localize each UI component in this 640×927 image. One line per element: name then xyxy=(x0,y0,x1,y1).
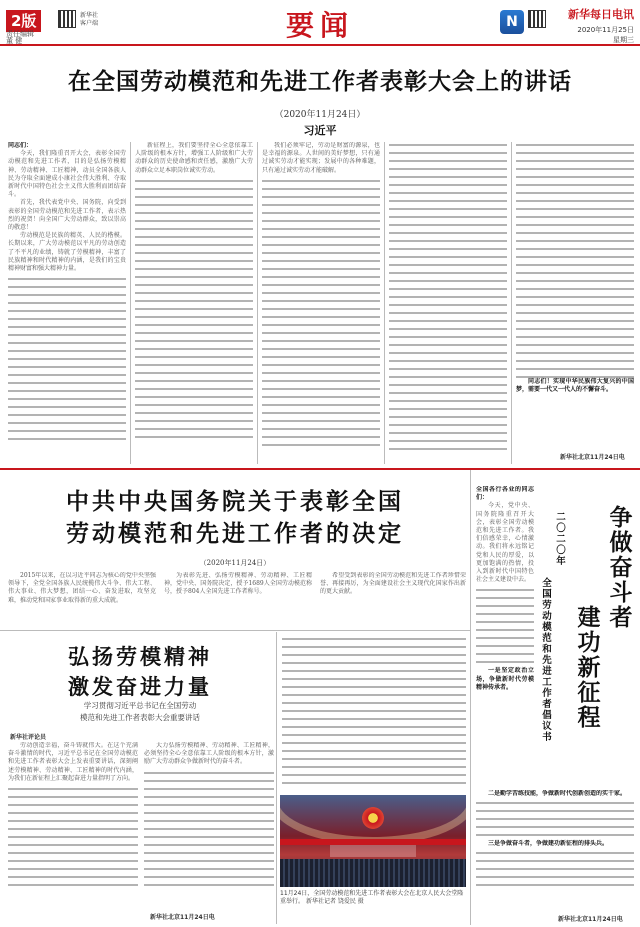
speech-paragraph: 新征程上，我们要坚持全心全意依靠工人阶级的根本方针，增强工人阶级和广大劳动群众的历史使命感和责任感，激励广大劳动群众立足本职岗位诚实劳动。 xyxy=(135,142,253,174)
editor-credit xyxy=(6,31,34,45)
news-logo-letter: N xyxy=(506,14,518,30)
speech-source: 新华社北京11月24日电 xyxy=(560,454,625,461)
qr-code-icon xyxy=(528,10,546,28)
decision-continued xyxy=(282,636,466,790)
text-filler xyxy=(262,178,380,448)
speech-closing: 同志们！实现中华民族伟大复兴的中国梦，需要一代又一代人的不懈奋斗。 xyxy=(516,378,634,394)
section-rule xyxy=(0,468,640,470)
photo-caption xyxy=(280,890,466,906)
text-filler xyxy=(135,178,253,438)
newspaper-brand: 新华每日电讯 xyxy=(568,8,634,21)
text-filler xyxy=(389,142,507,454)
qr-caption xyxy=(80,12,98,28)
text-filler xyxy=(476,850,634,886)
speech-author: 习近平 xyxy=(303,124,337,137)
issue-weekday: 星期三 xyxy=(613,36,634,44)
speech-column-5 xyxy=(516,142,634,442)
headline-decision xyxy=(0,486,470,550)
column-divider xyxy=(511,142,512,464)
editor-label: 责任编辑 xyxy=(6,30,34,38)
speech-salutation: 同志们： xyxy=(8,142,33,149)
initiative-column-1 xyxy=(476,486,534,786)
initiative-point: 二是勤学苦练技能，争做新时代创新创造的实干家。 xyxy=(488,790,627,797)
national-emblem-icon xyxy=(362,807,384,829)
initiative-point: 三是争做奋斗者，争做建功新征程的排头兵。 xyxy=(488,840,609,848)
initiative-year: 二〇二〇年 xyxy=(556,512,566,567)
speech-column-1 xyxy=(8,142,126,464)
qr-code-icon xyxy=(58,10,76,28)
decision-paragraph: 2015年以来，在以习近平同志为核心的党中央坚强领导下，全党全国各族人民统揽伟大斗争、伟大工程、伟大事业、伟大梦想，团结一心、奋发进取，攻坚克难，推动党和国家事业取得新的重大成就。 xyxy=(8,572,156,604)
masthead xyxy=(0,0,640,46)
speech-column-2 xyxy=(135,142,253,464)
initiative-paragraph: 今天，党中央、国务院隆重召开大会，表彰全国劳动模范和先进工作者。我们倍感荣幸，心情激动。我们将永远铭记党和人民的厚爱，以更加饱满的热情，投入到新时代中国特色社会主义建设中去。 xyxy=(476,502,534,584)
page-number-badge: 2版 xyxy=(6,10,41,32)
speech-date: （2020年11月24日） xyxy=(274,110,366,120)
text-filler xyxy=(8,786,138,886)
commentary-byline: 新华社评论员 xyxy=(10,734,47,741)
column-divider xyxy=(276,632,277,924)
initiative-point: 一是坚定政治立场，争做新时代劳模精神传承者。 xyxy=(476,667,534,691)
text-filler xyxy=(282,636,466,786)
decision-paragraph: 为表彰先进、弘扬劳模精神、劳动精神、工匠精神，党中央、国务院决定，授予1689人全国劳动模范称号，授予804人全国先进工作者称号。 xyxy=(164,572,312,596)
decision-column-2 xyxy=(164,572,312,624)
speech-paragraph: 今天，我们隆重召开大会，表彰全国劳动模范和先进工作者，目的是弘扬劳模精神、劳动精神、工匠精神，动员全国各族人民为夺取全面建成小康社会伟大胜利、夺取新时代中国特色社会主义伟大胜利而团结奋斗。 xyxy=(8,150,126,199)
issue-date-text: 2020年11月25日 xyxy=(577,26,634,34)
initiative-salutation: 全国各行各业的同志们： xyxy=(476,486,534,502)
issue-date xyxy=(577,25,634,45)
commentary-subtitle-line1: 学习贯彻习近平总书记在全国劳动 xyxy=(83,701,197,710)
commentary-column-2 xyxy=(144,742,274,908)
section-rule xyxy=(0,630,470,631)
photo-audience xyxy=(280,859,466,887)
speech-column-3 xyxy=(262,142,380,464)
qr-caption-line1: 新华社 xyxy=(80,12,99,19)
photo-caption-text: 11月24日，全国劳动模范和先进工作者表彰大会在北京人民大会堂隆重举行。 xyxy=(280,890,464,905)
commentary-subtitle xyxy=(0,700,280,724)
commentary-title-line1: 弘扬劳模精神 xyxy=(68,645,212,669)
commentary-title-line2: 激发奋进力量 xyxy=(68,675,212,699)
speech-paragraph: 首先，我代表党中央、国务院，向受到表彰的全国劳动模范和先进工作者，表示热烈的祝贺！向全国广大劳动群众，致以崇高的敬意！ xyxy=(8,199,126,232)
text-filler xyxy=(144,770,274,888)
news-logo-icon xyxy=(500,10,524,34)
column-divider xyxy=(257,142,258,464)
text-filler xyxy=(476,587,534,667)
headline-speech: 在全国劳动模范和先进工作者表彰大会上的讲话 xyxy=(68,69,572,95)
text-filler xyxy=(516,142,634,378)
initiative-subtitle: 全国劳动模范和先进工作者倡议书 xyxy=(542,578,552,743)
ceremony-photo xyxy=(280,795,466,887)
editor-name: 董 健 xyxy=(6,37,23,45)
commentary-column-1 xyxy=(8,742,138,908)
initiative-column-2 xyxy=(476,790,634,910)
column-divider xyxy=(470,470,471,925)
section-title: 要闻 xyxy=(285,9,354,42)
speech-column-4 xyxy=(389,142,507,464)
decision-column-1 xyxy=(8,572,156,624)
text-filler xyxy=(8,276,126,446)
commentary-paragraph: 劳动创造幸福，奋斗铸就伟大。在这个充满奋斗激情的时代，习近平总书记在全国劳动模范和先进工作者表彰大会上发表重要讲话，深刻阐述劳模精神、劳动精神、工匠精神的时代内涵，为我们在新征程上汇聚起奋进力量指明了方向。 xyxy=(8,742,138,782)
headline-commentary xyxy=(0,642,280,702)
qr-caption-line2: 客户端 xyxy=(80,20,99,27)
decision-title-line2: 劳动模范和先进工作者的决定 xyxy=(66,520,404,547)
text-filler xyxy=(476,800,634,840)
column-divider xyxy=(130,142,131,464)
commentary-subtitle-line2: 模范和先进工作者表彰大会重要讲话 xyxy=(80,713,200,722)
photo-credit: 新华社记者 饶爱民 摄 xyxy=(305,898,364,905)
decision-paragraph: 希望受到表彰的全国劳动模范和先进工作者珍惜荣誉、再接再厉，为全面建设社会主义现代化国家作出新的更大贡献。 xyxy=(320,572,466,596)
decision-column-3 xyxy=(320,572,466,624)
initiative-source: 新华社北京11月24日电 xyxy=(558,916,623,923)
speech-paragraph: 我们必须牢记，劳动是财富的源泉，也是幸福的源泉。人世间的美好梦想，只有通过诚实劳动才能实现；发展中的各种难题，只有通过诚实劳动才能破解。 xyxy=(262,142,380,174)
initiative-title-b: 建功新征程 xyxy=(577,604,601,731)
column-divider xyxy=(384,142,385,464)
speech-paragraph: 劳动模范是民族的精英、人民的楷模。长期以来，广大劳动模范以平凡的劳动创造了不平凡的业绩，铸就了劳模精神，丰富了民族精神和时代精神的内涵，是我们的宝贵精神财富和强大精神力量。 xyxy=(8,232,126,273)
commentary-source: 新华社北京11月24日电 xyxy=(150,914,215,921)
initiative-title-a: 争做奋斗者 xyxy=(609,504,633,631)
decision-title-line1: 中共中央国务院关于表彰全国 xyxy=(66,488,404,515)
decision-date: （2020年11月24日） xyxy=(199,559,271,567)
commentary-paragraph: 大力弘扬劳模精神、劳动精神、工匠精神，必须坚持全心全意依靠工人阶级的根本方针，激励广大劳动群众争做新时代的奋斗者。 xyxy=(144,742,274,766)
photo-stage xyxy=(330,845,416,857)
